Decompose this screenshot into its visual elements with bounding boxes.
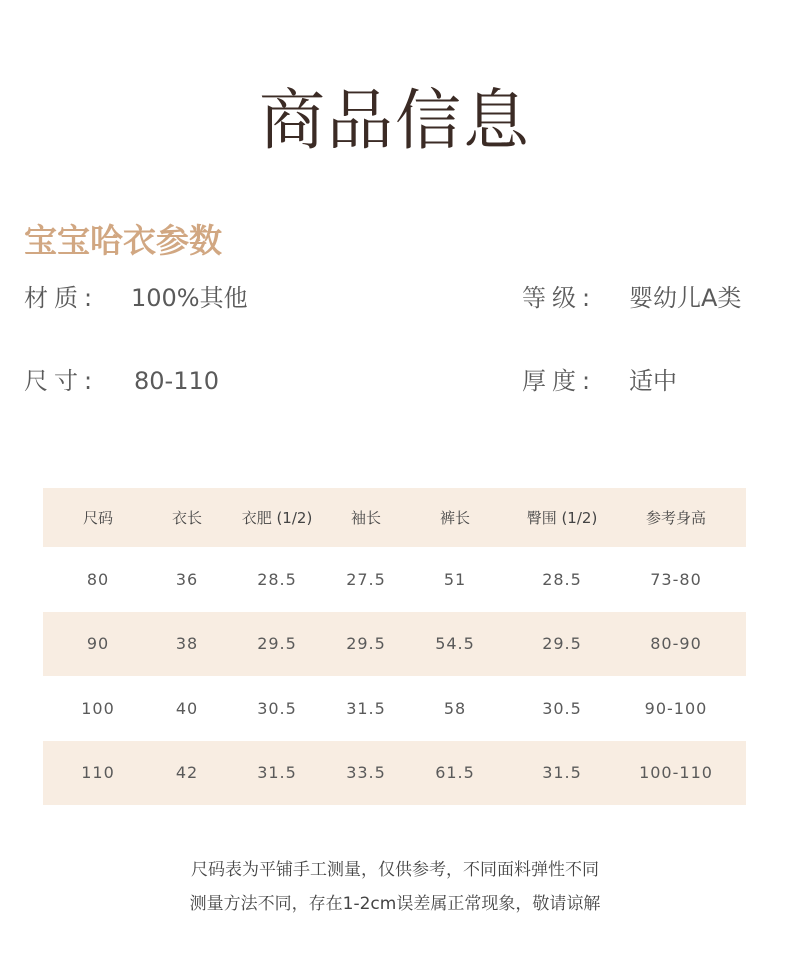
table-cell: 29.5 — [542, 634, 582, 654]
size-table — [43, 488, 746, 805]
table-cell: 33.5 — [346, 763, 386, 783]
table-row — [43, 741, 746, 806]
table-header-row — [43, 488, 746, 547]
header-cell: 袖长 — [350, 509, 382, 527]
table-cell: 28.5 — [257, 569, 297, 589]
table-cell: 90 — [86, 634, 110, 654]
attribute-thickness — [522, 367, 677, 395]
table-cell: 51 — [443, 569, 467, 589]
table-cell: 58 — [443, 698, 467, 718]
table-cell: 29.5 — [257, 634, 297, 654]
header-cell: 参考身高 — [645, 509, 707, 527]
table-cell: 30.5 — [542, 698, 582, 718]
table-cell: 80-90 — [650, 634, 702, 654]
section-title: 宝宝哈衣参数 — [24, 221, 222, 260]
table-cell: 100 — [81, 698, 115, 718]
table-row — [43, 547, 746, 612]
table-cell: 54.5 — [435, 634, 475, 654]
table-row — [43, 612, 746, 677]
table-cell: 38 — [175, 634, 199, 654]
attribute-material — [24, 284, 248, 312]
table-cell: 90-100 — [644, 698, 708, 718]
attribute-label: 材质: — [24, 284, 99, 312]
size-note-line-2: 测量方法不同，存在1-2cm误差属正常现象，敬请谅解 — [189, 894, 601, 914]
header-cell: 衣长 — [171, 509, 203, 527]
attribute-label: 尺寸: — [24, 367, 99, 395]
table-cell: 110 — [81, 763, 115, 783]
table-cell: 31.5 — [542, 763, 582, 783]
table-cell: 27.5 — [346, 569, 386, 589]
size-note-line-1: 尺码表为平铺手工测量，仅供参考，不同面料弹性不同 — [191, 860, 599, 880]
table-cell: 100-110 — [639, 763, 713, 783]
attribute-value: 100%其他 — [131, 284, 248, 312]
table-cell: 73-80 — [650, 569, 702, 589]
attribute-size — [24, 367, 220, 395]
attribute-label: 厚度: — [522, 367, 597, 395]
table-cell: 61.5 — [435, 763, 475, 783]
attribute-label: 等级: — [522, 284, 597, 312]
table-cell: 30.5 — [257, 698, 297, 718]
attribute-value: 适中 — [629, 367, 677, 395]
header-cell: 尺码 — [82, 509, 114, 527]
header-cell: 衣肥 (1/2) — [241, 509, 313, 527]
table-row — [43, 676, 746, 741]
header-cell: 臀围 (1/2) — [526, 509, 598, 527]
page-title: 商品信息 — [259, 82, 531, 159]
table-cell: 80 — [86, 569, 110, 589]
table-cell: 40 — [175, 698, 199, 718]
attribute-value: 婴幼儿A类 — [629, 284, 742, 312]
table-cell: 36 — [175, 569, 199, 589]
table-cell: 31.5 — [257, 763, 297, 783]
table-cell: 42 — [175, 763, 199, 783]
table-cell: 28.5 — [542, 569, 582, 589]
header-cell: 裤长 — [439, 509, 471, 527]
table-cell: 29.5 — [346, 634, 386, 654]
attribute-value: 80-110 — [134, 367, 220, 395]
table-cell: 31.5 — [346, 698, 386, 718]
attribute-grade — [522, 284, 742, 312]
